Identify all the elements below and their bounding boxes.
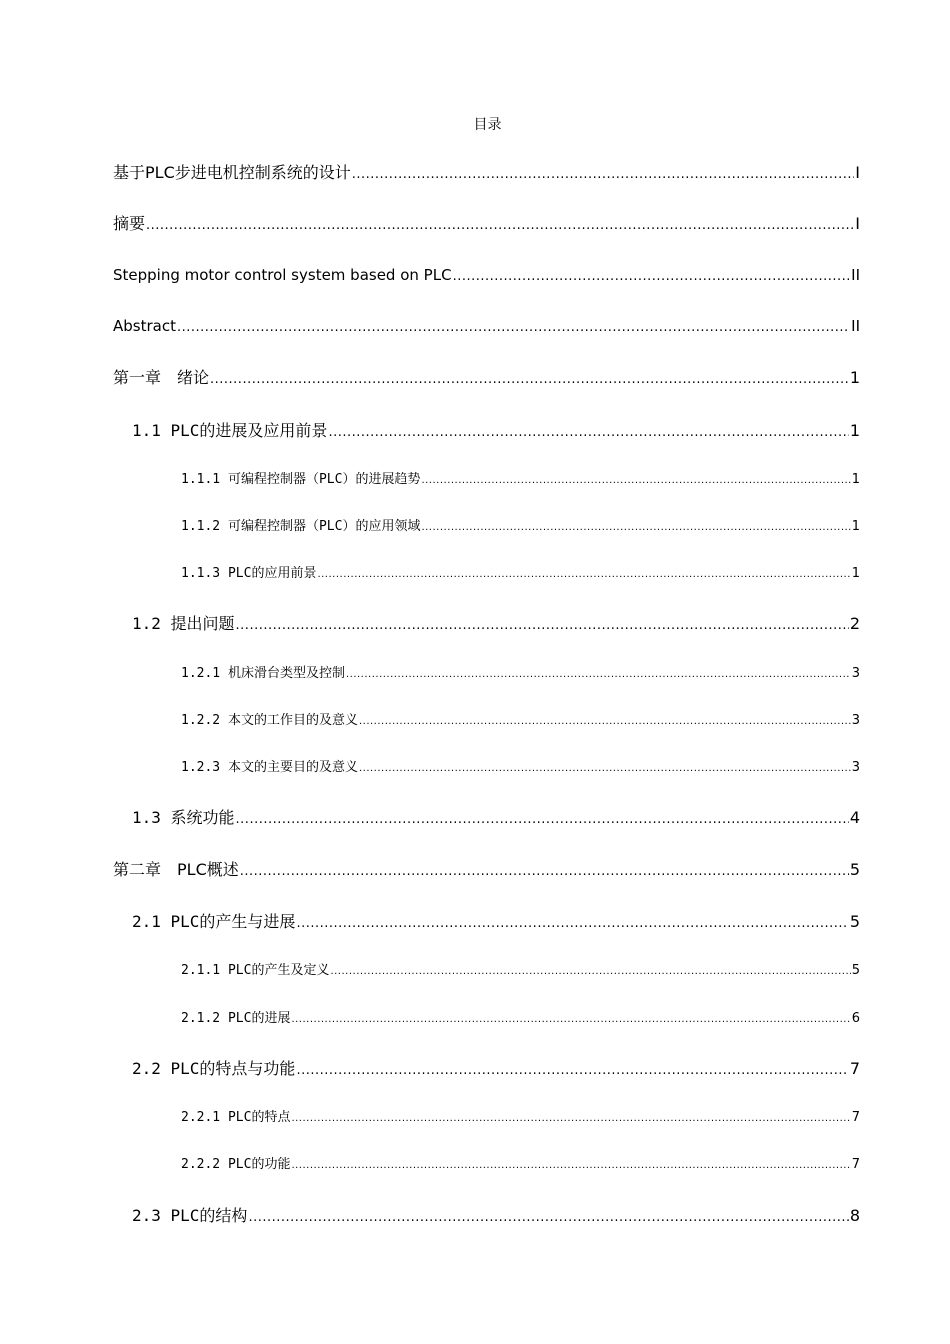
toc-entry-label: Abstract [113,317,176,335]
toc-entry-page: 1 [851,472,860,487]
toc-entry-page: 5 [849,912,860,931]
toc-entry-page: 4 [849,808,860,827]
toc-entry[interactable] [181,519,860,535]
toc-entry[interactable] [181,1157,860,1173]
dot-leader [291,1014,850,1026]
toc-entry[interactable] [113,368,860,388]
toc-entry[interactable] [113,214,860,234]
toc-entry-page: 1 [849,368,860,387]
toc-entry[interactable] [181,472,860,488]
toc-entry-label: 2.2.2 PLC的功能 [181,1157,291,1172]
toc-entry[interactable] [181,713,860,729]
toc-entry-label: 基于PLC步进电机控制系统的设计 [113,163,351,182]
toc-entry-page: II [851,317,860,335]
toc-entry-label: 2.3 PLC的结构 [132,1206,248,1225]
toc-entry-page: 3 [851,713,860,728]
toc-entry-label: 1.1.2 可编程控制器（PLC）的应用领域 [181,519,421,534]
toc-entry-label: Stepping motor control system based on PLC [113,266,452,284]
dot-leader [352,167,855,183]
dot-leader [236,812,849,828]
toc-entry[interactable] [113,860,860,880]
toc-entry-page: 1 [849,421,860,440]
toc-entry[interactable] [132,614,860,634]
dot-leader [291,1160,850,1172]
toc-entry-page: 1 [851,519,860,534]
toc-entry-label: 1.2.3 本文的主要目的及意义 [181,760,358,775]
dot-leader [330,966,850,978]
dot-leader [359,763,851,775]
toc-entry-page: 7 [849,1059,860,1078]
dot-leader [146,218,854,234]
toc-entry-page: 6 [851,1011,860,1026]
dot-leader [296,1063,848,1079]
toc-entry[interactable] [181,566,860,582]
dot-leader [236,618,849,634]
toc-entry[interactable] [113,317,860,336]
toc-entry-label: 2.1.2 PLC的进展 [181,1011,291,1026]
toc-entry-label: 1.2.1 机床滑台类型及控制 [181,666,345,681]
toc-entry-page: I [855,214,860,233]
dot-leader [210,372,849,388]
toc-entry[interactable] [181,760,860,776]
dot-leader [248,1210,848,1226]
toc-entry-label: 1.1.3 PLC的应用前景 [181,566,317,581]
toc-entry[interactable] [132,421,860,441]
dot-leader [328,425,848,441]
toc-entry[interactable] [113,266,860,285]
toc-entry-label: 2.2 PLC的特点与功能 [132,1059,296,1078]
toc-entry[interactable] [132,808,860,828]
dot-leader [421,475,850,487]
toc-entry-label: 1.2.2 本文的工作目的及意义 [181,713,358,728]
toc-entry[interactable] [181,666,860,682]
toc-entry-label: 第一章 绪论 [113,368,210,387]
toc-entry-page: II [851,266,860,284]
toc-entry[interactable] [181,1011,860,1027]
toc-entry-page: 7 [851,1110,860,1125]
toc-entry-page: 1 [851,566,860,581]
toc-entry-page: 5 [851,963,860,978]
dot-leader [177,320,850,336]
toc-entry[interactable] [132,912,860,932]
dot-leader [296,916,848,932]
toc-entry-page: 2 [849,614,860,633]
toc-entry[interactable] [132,1206,860,1226]
toc-entry[interactable] [132,1059,860,1079]
dot-leader [291,1113,850,1125]
toc-entry-page: 5 [849,860,860,879]
dot-leader [317,569,850,581]
toc-entry-page: 3 [851,760,860,775]
toc-entry-page: I [855,163,860,182]
toc-title: 目录 [473,117,502,133]
toc-entry-label: 2.2.1 PLC的特点 [181,1110,291,1125]
dot-leader [359,716,851,728]
dot-leader [240,864,849,880]
toc-entry-label: 1.1.1 可编程控制器（PLC）的进展趋势 [181,472,421,487]
toc-entry-label: 1.2 提出问题 [132,614,235,633]
toc-entry-label: 1.1 PLC的进展及应用前景 [132,421,328,440]
toc-entry-label: 2.1 PLC的产生与进展 [132,912,296,931]
toc-entry[interactable] [181,1110,860,1126]
toc-entry-label: 2.1.1 PLC的产生及定义 [181,963,330,978]
dot-leader [346,669,851,681]
toc-entry-page: 3 [851,666,860,681]
toc-entry-label: 第二章 PLC概述 [113,860,239,879]
toc-entry-page: 8 [849,1206,860,1225]
dot-leader [453,269,851,285]
toc-entry-label: 1.3 系统功能 [132,808,235,827]
toc-entry[interactable] [181,963,860,979]
toc-entry-label: 摘要 [113,214,146,233]
toc-entry[interactable] [113,163,860,183]
toc-entry-page: 7 [851,1157,860,1172]
dot-leader [421,522,850,534]
